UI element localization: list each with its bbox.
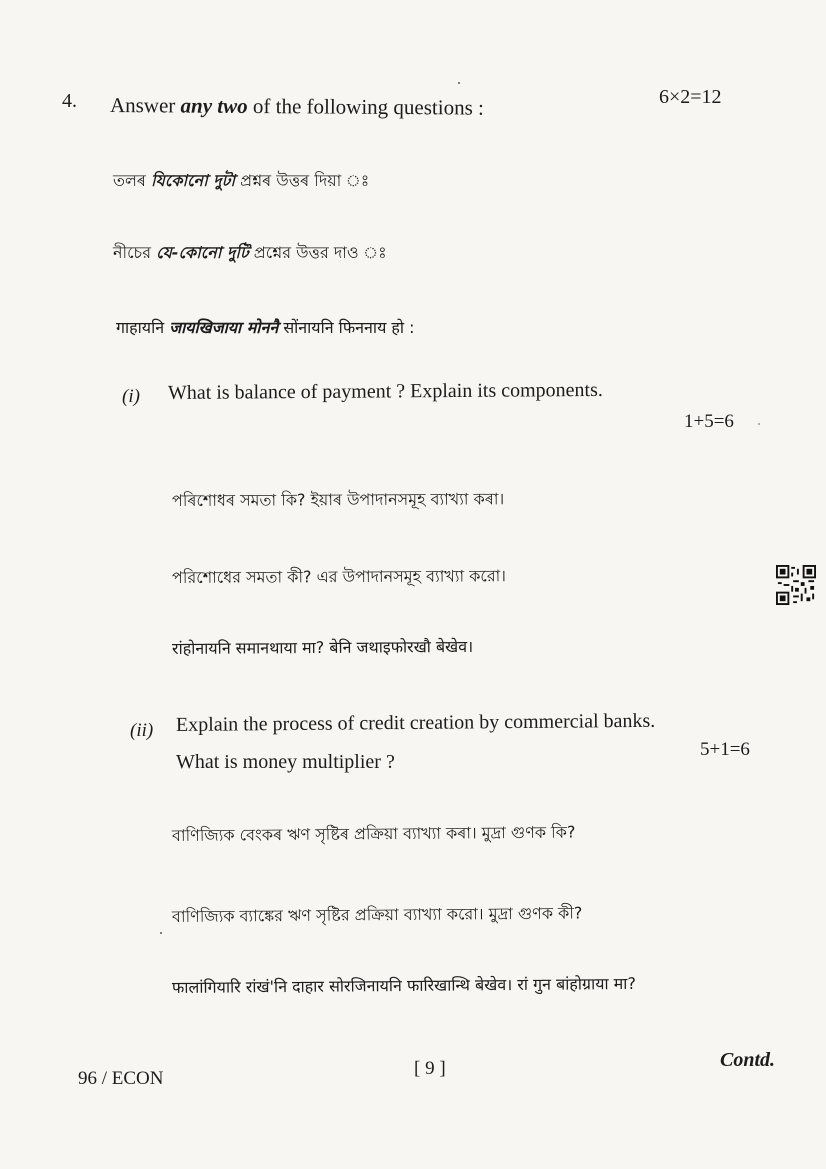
instr-bodo-pre: गाहायनि: [116, 318, 165, 337]
part-i-question: What is balance of payment ? Explain its components.: [167, 378, 603, 404]
question-heading: [110, 93, 484, 121]
heading-post: of the following questions :: [252, 93, 484, 120]
instr-bodo-emph: जायखिजाया मोननै: [169, 318, 279, 337]
instr-bengali-emph: যে-কোনো দুটি: [156, 243, 249, 262]
part-ii-assamese: বাণিজ্যিক বেংকৰ ঋণ সৃষ্টিৰ প্ৰক্ৰিয়া ব্যাখ্যা কৰা। মুদ্ৰা গুণক কি?: [171, 822, 576, 845]
scan-speck: [458, 82, 460, 84]
instr-assamese-post: প্ৰশ্নৰ উত্তৰ দিয়া ঃ: [240, 171, 370, 190]
instruction-bengali: [113, 240, 387, 267]
part-ii-bengali: বাণিজ্যিক ব্যাঙ্কের ঋণ সৃষ্টির প্রক্রিয়া ব্যাখ্যা করো। মুদ্রা গুণক কী?: [171, 903, 583, 926]
instr-assamese-emph: যিকোনো দুটা: [151, 171, 236, 190]
question-marks: 6×2=12: [659, 86, 722, 108]
instruction-bodo: [116, 316, 415, 338]
qr-code-icon: [776, 565, 816, 605]
part-i-label: (i): [122, 386, 140, 407]
part-i-bengali: পরিশোধের সমতা কী? এর উপাদানসমূহ ব্যাখ্যা করো।: [171, 566, 507, 587]
scan-speck: [758, 423, 760, 425]
part-ii-marks: 5+1=6: [700, 739, 750, 760]
instr-bengali-post: প্রশ্নের উত্তর দাও ঃ: [253, 243, 387, 262]
part-i-bodo: रांहोनायनि समानथाया मा? बेनि जथाइफोरखौ बेखेव।: [171, 636, 474, 658]
footer-paper-code: 96 / ECON: [78, 1068, 164, 1089]
part-ii-question-line2: What is money multiplier ?: [176, 751, 395, 773]
footer-contd: Contd.: [720, 1049, 776, 1071]
part-ii-question-line1: Explain the process of credit creation by commercial banks.: [175, 709, 656, 736]
instr-assamese-pre: তলৰ: [113, 171, 146, 190]
footer-page-number: [ 9 ]: [414, 1058, 446, 1079]
part-ii-label: (ii): [130, 720, 154, 741]
question-number: 4.: [62, 90, 77, 112]
scan-speck: [160, 932, 162, 934]
heading-emphasis: any two: [180, 93, 248, 118]
part-i-assamese: পৰিশোধৰ সমতা কি? ইয়াৰ উপাদানসমূহ ব্যাখ্যা কৰা।: [171, 489, 505, 510]
part-i-marks: 1+5=6: [684, 411, 734, 432]
instruction-assamese: [113, 168, 369, 195]
instr-bengali-pre: নীচের: [113, 243, 151, 262]
part-ii-bodo: फालांगियारि रांखं'नि दाहार सोरजिनायनि फारिखान्थि बेखेव। रां गुन बांहोग्राया मा?: [171, 973, 636, 997]
instr-bodo-post: सोंनायनि फिननाय हो :: [283, 318, 415, 337]
heading-pre: Answer: [109, 93, 176, 118]
